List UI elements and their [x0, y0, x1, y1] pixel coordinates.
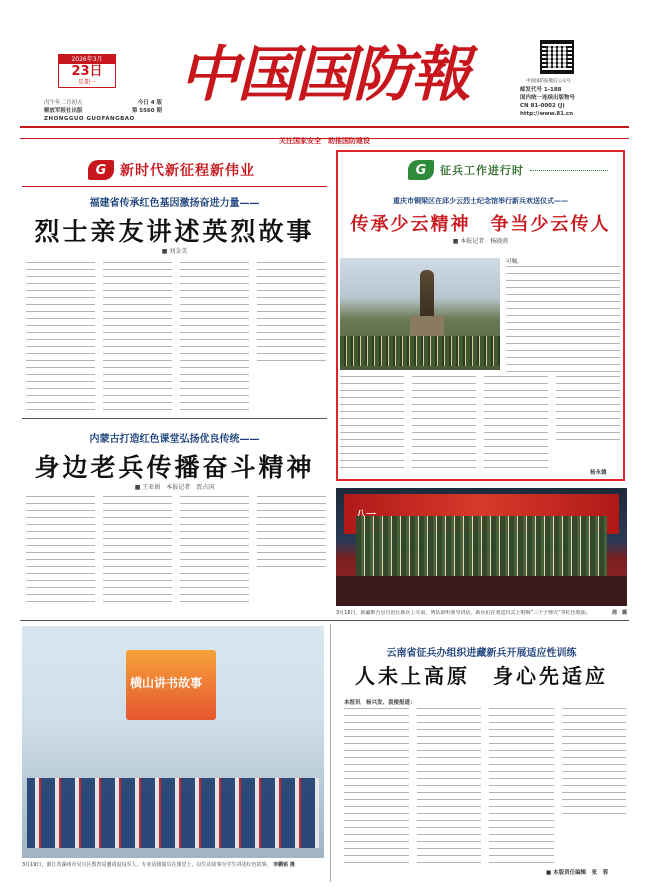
text-column	[344, 708, 409, 868]
classroom-board-text: 横山讲书故事	[130, 676, 203, 690]
website: http://www.81.cn	[520, 111, 574, 117]
issue-number: 第 5560 期	[131, 108, 162, 114]
feature-headline: 传承少云精神 争当少云传人	[350, 214, 611, 235]
section-title: 新时代新征程新伟业	[120, 163, 255, 179]
slogan-bar	[20, 126, 629, 145]
slogan: 关注国家安全 助推国防建设	[279, 137, 370, 145]
postal-info	[520, 86, 630, 118]
soldier-row	[340, 346, 500, 356]
newspaper-title: 中国国防報	[179, 40, 469, 110]
feature-credit: 杨永德	[590, 470, 607, 476]
parade-photo	[340, 258, 500, 370]
divider	[20, 620, 629, 621]
text-column	[556, 376, 620, 443]
section-line	[530, 170, 608, 171]
text-column	[257, 496, 326, 572]
qr-code-icon	[540, 40, 574, 74]
postal-code: 邮发代号 1-188	[520, 87, 562, 93]
text-column	[506, 266, 620, 372]
feature-byline: ■ 本报记者 杨晓燕	[452, 238, 509, 245]
text-column	[26, 496, 95, 604]
feature-first-line: 可嘱。	[506, 259, 523, 265]
text-column	[103, 262, 172, 410]
pinyin-title: ZHONGGUO GUOFANGBAO	[44, 116, 135, 122]
lunar-date-line	[44, 100, 162, 107]
text-column	[26, 262, 95, 410]
article1-body	[26, 262, 326, 410]
publisher-line	[44, 108, 162, 115]
classroom-photo	[22, 626, 324, 858]
text-column	[417, 708, 482, 868]
section-title: 征兵工作进行时	[440, 164, 524, 177]
text-column	[180, 262, 249, 410]
classroom-caption-credit: 李鹏铭 摄	[273, 862, 295, 868]
classroom-students	[27, 778, 319, 848]
text-column	[180, 496, 249, 604]
article2-headline: 身边老兵传播奋斗精神	[34, 453, 315, 482]
page-count: 今日 4 版	[137, 100, 162, 106]
publisher: 解放军报社出版	[44, 108, 83, 114]
left-section-header	[88, 158, 320, 182]
section-logo-icon: G	[408, 160, 434, 180]
text-column	[412, 376, 476, 472]
soldier-row	[340, 336, 500, 346]
right-section-header	[408, 158, 608, 182]
stage-caption	[336, 610, 627, 617]
statue-base	[410, 316, 444, 336]
stage-front	[336, 576, 627, 606]
article3-byline: 本报讯 杨兴发、袁俊报道：	[344, 700, 416, 706]
cn-number: CN 81-0002 (J)	[520, 103, 565, 109]
classroom-caption-text: 3月19日，浙江省湖州市吴兴区教育局邀请退役军人、专业话剧演员在课堂上，以生动故事为学生讲述红色故事。	[22, 862, 272, 868]
qr-label: 中国国防报微信公众号	[526, 79, 571, 84]
date-day: 23日	[71, 64, 103, 79]
statue	[420, 270, 434, 320]
serial-number: 国内统一连续出版物号	[520, 95, 576, 101]
feature-kicker: 重庆市铜梁区在邱少云烈士纪念馆举行新兵欢送仪式——	[393, 197, 568, 205]
divider	[22, 186, 327, 187]
feature-body-right	[506, 266, 620, 372]
text-column	[484, 376, 548, 472]
text-column	[340, 376, 404, 472]
feature-body	[340, 376, 620, 472]
text-column	[562, 708, 627, 820]
page-editor: ■ 本版责任编辑 张 蓉	[546, 870, 609, 876]
article3-headline: 人未上高原 身心先适应	[355, 664, 608, 688]
classroom-caption	[22, 862, 324, 869]
soldier-row	[340, 356, 500, 366]
stage-caption-credit: 周 璐	[611, 610, 627, 616]
section-logo-icon: G	[88, 160, 114, 180]
article1-headline: 烈士亲友讲述英烈故事	[34, 217, 315, 246]
text-column	[257, 262, 326, 366]
stage-performers	[356, 516, 607, 576]
text-column	[489, 708, 554, 868]
article2-body	[26, 496, 326, 604]
article2-kicker: 内蒙古打造红色课堂弘扬优良传统——	[89, 434, 260, 445]
article1-kicker: 福建省传承红色基因激扬奋进力量——	[89, 198, 260, 209]
stage-photo	[336, 488, 627, 606]
date-year-month: 2026年3月	[59, 55, 115, 64]
date-box	[58, 54, 116, 88]
divider	[22, 418, 327, 419]
stage-caption-text: 3月16日，新疆维吾尔自治区新兵上车前，列队聆听领导讲话。新兵们在欢送仪式上唱响“三个子弹壳”等红色歌曲。	[336, 610, 591, 616]
article3-kicker: 云南省征兵办组织进藏新兵开展适应性训练	[386, 648, 577, 659]
article3-body	[344, 708, 626, 868]
article1-byline: ■ 刘金美	[161, 248, 188, 255]
column-divider	[330, 624, 331, 882]
article2-byline: ■ 王亚娟 本报记者 贾占国	[134, 484, 215, 491]
lunar-date: 丙午年二月初五	[44, 100, 83, 106]
text-column	[103, 496, 172, 604]
date-weekday: 星期一	[77, 79, 96, 86]
